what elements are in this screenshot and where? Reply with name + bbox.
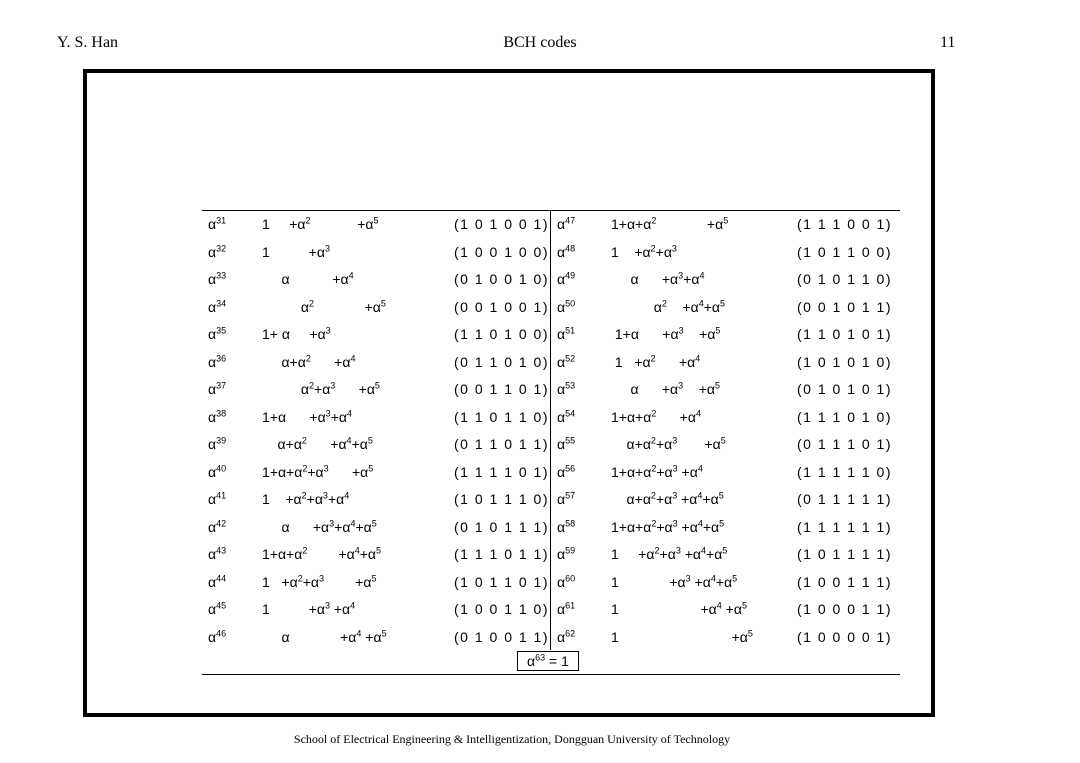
- polynomial-representation: $1+\alpha+\alpha^2+\alpha^3 +\alpha^4$: [611, 462, 703, 480]
- power-label: $\alpha^{56}$: [557, 462, 576, 480]
- polynomial-representation: $1 +\alpha^2$ $+\alpha^4$: [611, 352, 701, 370]
- polynomial-representation: $1+\alpha+\alpha^2+\alpha^3$ $+\alpha^5$: [262, 462, 374, 480]
- power-label: $\alpha^{62}$: [557, 627, 576, 645]
- polynomial-representation: 1 $+\alpha^2+\alpha^3 +\alpha^4+\alpha^5$: [611, 545, 728, 562]
- vector-representation: (1 0 1 0 1 0): [797, 353, 892, 370]
- vector-representation: (0 1 0 1 1 0): [797, 271, 892, 287]
- vector-representation: (1 1 0 1 1 0): [454, 408, 549, 425]
- power-label: $\alpha^{45}$: [208, 600, 227, 617]
- vector-representation: (1 1 1 0 1 1): [454, 546, 549, 562]
- polynomial-representation: 1 $+\alpha^5$: [611, 627, 753, 645]
- power-label: $\alpha^{55}$: [557, 435, 576, 452]
- power-label: $\alpha^{31}$: [208, 215, 227, 232]
- power-label: $\alpha^{48}$: [557, 242, 576, 260]
- polynomial-representation: $\alpha^2$ $+\alpha^4+\alpha^5$: [611, 297, 726, 315]
- polynomial-representation: 1 $+\alpha^2+\alpha^3$: [611, 242, 677, 260]
- vector-representation: (1 1 1 1 0 1): [454, 463, 549, 480]
- polynomial-representation: $1+\alpha+\alpha^2$ $+\alpha^5$: [611, 215, 729, 232]
- polynomial-representation: $\alpha+\alpha^2+\alpha^3 +\alpha^4+\alpha^5$: [611, 490, 724, 507]
- power-label: $\alpha^{50}$: [557, 297, 576, 315]
- page-number: 11: [940, 34, 956, 51]
- vector-representation: (0 0 1 1 0 1): [454, 381, 549, 397]
- vector-representation: (1 0 1 1 0 1): [454, 573, 549, 590]
- power-label: $\alpha^{38}$: [208, 407, 227, 425]
- vector-representation: (0 1 1 1 0 1): [797, 436, 892, 452]
- power-label: $\alpha^{41}$: [208, 490, 227, 507]
- polynomial-representation: α $+\alpha^4$: [262, 270, 354, 287]
- polynomial-representation: $1+\alpha+\alpha^2$ $+\alpha^4+\alpha^5$: [262, 545, 382, 562]
- polynomial-representation: $\alpha^2+\alpha^3$ $+\alpha^5$: [262, 380, 380, 397]
- power-label: $\alpha^{52}$: [557, 352, 576, 370]
- polynomial-representation: 1+α $+\alpha^3$ $+\alpha^5$: [611, 325, 721, 342]
- vector-representation: (1 0 0 1 1 0): [454, 601, 549, 617]
- polynomial-representation: 1 $+\alpha^3$: [262, 242, 330, 260]
- power-label: $\alpha^{60}$: [557, 572, 576, 590]
- vector-representation: (1 0 0 1 1 1): [797, 573, 892, 590]
- power-label: $\alpha^{35}$: [208, 325, 227, 342]
- power-label: $\alpha^{53}$: [557, 380, 576, 397]
- polynomial-representation: 1+α $+\alpha^3+\alpha^4$: [262, 407, 352, 425]
- table-column-divider: [550, 210, 551, 650]
- table-bottom-rule: [202, 674, 900, 675]
- vector-representation: (1 0 0 0 1 1): [797, 601, 892, 617]
- power-label: $\alpha^{43}$: [208, 545, 227, 562]
- footer-affiliation: School of Electrical Engineering & Intelligentization, Dongguan University of Technology: [293, 732, 731, 746]
- power-label: $\alpha^{51}$: [557, 325, 576, 342]
- polynomial-representation: $1 +\alpha^2+\alpha^3$ $+\alpha^5$: [262, 572, 377, 590]
- power-label: $\alpha^{42}$: [208, 517, 227, 535]
- table-top-rule: [202, 210, 900, 211]
- polynomial-representation: 1+ α $+\alpha^3$: [262, 325, 331, 342]
- power-label: $\alpha^{39}$: [208, 435, 227, 452]
- polynomial-representation: $\alpha+\alpha^2$ $+\alpha^4$: [262, 352, 356, 370]
- power-label: $\alpha^{44}$: [208, 572, 227, 590]
- polynomial-representation: α $+\alpha^3+\alpha^4+\alpha^5$: [262, 517, 377, 535]
- vector-representation: (1 1 0 1 0 1): [797, 326, 892, 342]
- power-label: $\alpha^{49}$: [557, 270, 576, 287]
- final-identity: $\alpha^{63} = 1$: [517, 651, 579, 671]
- vector-representation: (1 1 1 0 1 0): [797, 408, 892, 425]
- power-label: $\alpha^{58}$: [557, 517, 576, 535]
- power-label: $\alpha^{36}$: [208, 352, 227, 370]
- slide-title: BCH codes: [503, 34, 577, 51]
- polynomial-representation: 1 $+\alpha^3 +\alpha^4$: [262, 600, 356, 617]
- polynomial-representation: $\alpha+\alpha^2$ $+\alpha^4+\alpha^5$: [262, 435, 373, 452]
- vector-representation: (0 1 1 1 1 1): [797, 491, 892, 507]
- vector-representation: (1 0 0 1 0 0): [454, 243, 549, 260]
- vector-representation: (0 0 1 0 0 1): [454, 298, 549, 315]
- vector-representation: (1 1 1 0 0 1): [797, 216, 892, 232]
- polynomial-representation: 1 $+\alpha^2+\alpha^3+\alpha^4$: [262, 490, 350, 507]
- power-label: $\alpha^{32}$: [208, 242, 227, 260]
- polynomial-representation: $\alpha^2$ $+\alpha^5$: [262, 297, 386, 315]
- vector-representation: (1 0 1 0 0 1): [454, 216, 549, 232]
- power-label: $\alpha^{33}$: [208, 270, 227, 287]
- vector-representation: (1 1 0 1 0 0): [454, 326, 549, 342]
- vector-representation: (0 1 1 0 1 0): [454, 353, 549, 370]
- vector-representation: (1 0 1 1 0 0): [797, 243, 892, 260]
- power-label: $\alpha^{46}$: [208, 627, 227, 645]
- power-label: $\alpha^{37}$: [208, 380, 227, 397]
- vector-representation: (0 1 0 1 1 1): [454, 518, 549, 535]
- vector-representation: (1 0 1 1 1 0): [454, 491, 549, 507]
- power-label: $\alpha^{40}$: [208, 462, 227, 480]
- polynomial-representation: 1 $+\alpha^3 +\alpha^4+\alpha^5$: [611, 572, 738, 590]
- vector-representation: (0 1 0 1 0 1): [797, 381, 892, 397]
- author-name: Y. S. Han: [57, 34, 119, 51]
- vector-representation: (1 1 1 1 1 0): [797, 463, 892, 480]
- vector-representation: (0 1 0 0 1 0): [454, 271, 549, 287]
- vector-representation: (1 1 1 1 1 1): [797, 518, 892, 535]
- polynomial-representation: $1+\alpha+\alpha^2$ $+\alpha^4$: [611, 407, 701, 425]
- polynomial-representation: $1+\alpha+\alpha^2+\alpha^3 +\alpha^4+\alpha^5$: [611, 517, 725, 535]
- vector-representation: (0 1 0 0 1 1): [454, 628, 549, 645]
- power-label: $\alpha^{59}$: [557, 545, 576, 562]
- vector-representation: (0 1 1 0 1 1): [454, 436, 549, 452]
- polynomial-representation: 1 $+\alpha^4 +\alpha^5$: [611, 600, 747, 617]
- polynomial-representation: α $+\alpha^3+\alpha^4$: [611, 270, 705, 287]
- polynomial-representation: α $+\alpha^3$ $+\alpha^5$: [611, 380, 721, 397]
- polynomial-representation: 1 $+\alpha^2$ $+\alpha^5$: [262, 215, 379, 232]
- polynomial-representation: α $+\alpha^4 +\alpha^5$: [262, 627, 387, 645]
- power-label: $\alpha^{61}$: [557, 600, 576, 617]
- power-label: $\alpha^{57}$: [557, 490, 576, 507]
- vector-representation: (0 0 1 0 1 1): [797, 298, 892, 315]
- power-label: $\alpha^{47}$: [557, 215, 576, 232]
- power-label: $\alpha^{34}$: [208, 297, 227, 315]
- power-label: $\alpha^{54}$: [557, 407, 576, 425]
- vector-representation: (1 0 1 1 1 1): [797, 546, 892, 562]
- vector-representation: (1 0 0 0 0 1): [797, 628, 892, 645]
- polynomial-representation: $\alpha+\alpha^2+\alpha^3$ $+\alpha^5$: [611, 435, 726, 452]
